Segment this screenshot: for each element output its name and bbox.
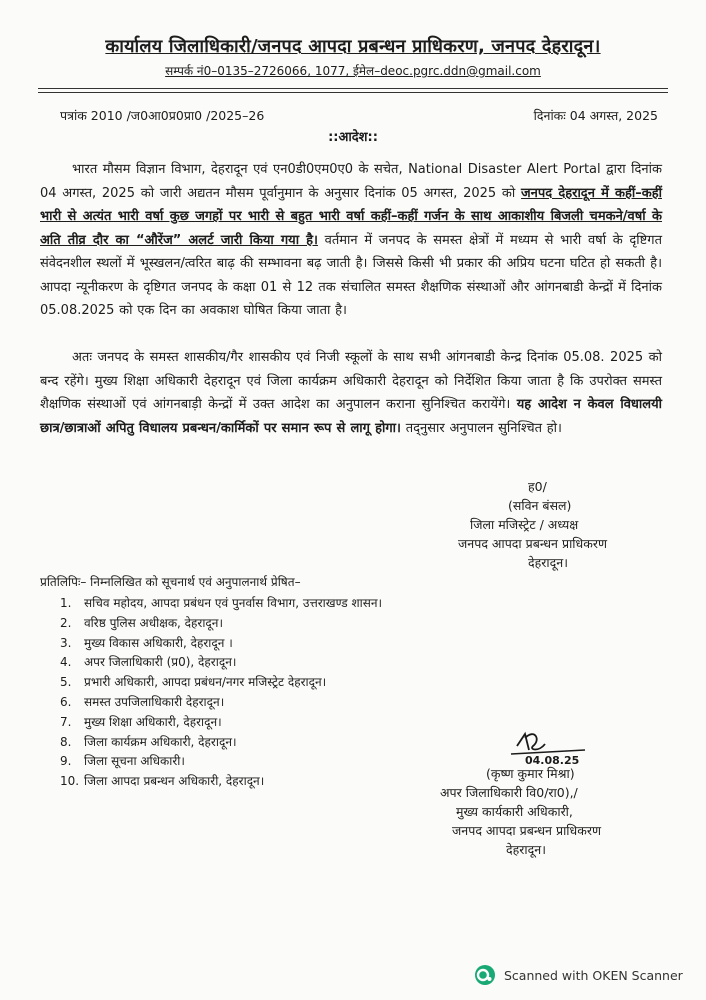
p1-text-a: भारत मौसम विज्ञान विभाग, देहरादून एवं एन0डी0एम0ए0 के सचेत, National Disaster Alert Portal द्वारा दिनांक 04 अगस्त, 2025 को जारी अद्यतन मौसम पूर्वानुमान के अनुसार दिनांक 05 अगस्त, 2025 को: [40, 162, 662, 201]
copy-item-text: वरिष्ठ पुलिस अधीक्षक, देहरादून।: [84, 615, 224, 630]
office-title: कार्यालय जिलाधिकारी/जनपद आपदा प्रबन्धन प्राधिकरण, जनपद देहरादून।: [105, 36, 601, 57]
signatory-designation: जिला मजिस्ट्रेट / अध्यक्ष: [470, 517, 579, 532]
copy-list-item: [60, 772, 382, 792]
signatory-place: देहरादून।: [528, 555, 568, 570]
copy-item-text: प्रभारी अधिकारी, आपदा प्रबंधन/नगर मजिस्ट्रेट देहरादून।: [84, 675, 327, 690]
order-paragraph-2: [40, 346, 662, 440]
handwritten-signature-icon: [505, 728, 595, 768]
copy-list-item: [60, 752, 382, 772]
signatory-2-authority: जनपद आपदा प्रबन्धन प्राधिकरण: [452, 823, 601, 838]
copy-item-text: जिला आपदा प्रबन्धन अधिकारी, देहरादून।: [84, 774, 265, 789]
p2-highlight: यह आदेश न केवल विधालयी छात्र/छात्राओं अपितु विधालय प्रबन्धन/कार्मिकों पर समान रूप से लागू होगा।: [40, 397, 663, 436]
copy-to-list: [60, 594, 382, 792]
copy-item-text: मुख्य शिक्षा अधिकारी, देहरादून।: [84, 714, 222, 729]
copy-item-number: 2.: [60, 615, 72, 630]
copy-to-label: प्रतिलिपिः– निम्नलिखित को सूचनार्थ एवं अनुपालनार्थ प्रेषित–: [40, 575, 301, 589]
copy-list-item: [60, 713, 382, 733]
copy-list-item: [60, 594, 382, 614]
copy-item-number: 10.: [60, 774, 80, 789]
signatory-2-role: मुख्य कार्यकारी अधिकारी,: [456, 804, 573, 819]
copy-list-item: [60, 693, 382, 713]
copy-item-text: समस्त उपजिलाधिकारी देहरादून।: [84, 694, 225, 709]
signatory-2-place: देहरादून।: [506, 842, 546, 857]
copy-item-number: 1.: [60, 596, 72, 610]
copy-list-item: [60, 673, 382, 693]
copy-item-text: जिला सूचना अधिकारी।: [84, 754, 185, 769]
handwritten-date: 04.08.25: [525, 754, 580, 767]
copy-item-number: 8.: [60, 734, 72, 749]
copy-item-text: अपर जिलाधिकारी (प्र0), देहरादून।: [84, 655, 237, 670]
document-date: दिनांकः 04 अगस्त, 2025: [533, 108, 658, 123]
signed-mark: ह0/: [528, 479, 547, 494]
order-heading: ::आदेश::: [328, 130, 378, 145]
p2-text-a: अतः जनपद के समस्त शासकीय/गैर शासकीय एवं निजी स्कूलों के साथ सभी आंगनबाडी केन्द्र दिनांक 05.08. 2025 को बन्द रहेंगे। मुख्य शिक्षा अधिकारी देहरादून एवं जिला कार्यक्रम अधिकारी देहरादून को निर्देशित किया जाता है कि उपरोक्त समस्त शैक्षणिक संस्थाओं एवं आंगनबाड़ी केन्द्रों में उक्त आदेश का अनुपालन कराना सुनिश्चित करायेंगे।: [40, 350, 662, 412]
scanner-text: Scanned with OKEN Scanner: [504, 967, 683, 983]
contact-line: सम्पर्क नं0–0135–2726066, 1077, ईमेल–deoc.pgrc.ddn@gmail.com: [165, 64, 541, 78]
copy-list-item: [60, 733, 382, 753]
scanner-logo-icon: [474, 964, 496, 986]
copy-item-number: 9.: [60, 754, 72, 769]
copy-item-text: मुख्य विकास अधिकारी, देहरादून ।: [84, 635, 233, 650]
copy-item-number: 5.: [60, 675, 72, 690]
signatory-name: (सविन बंसल): [508, 498, 572, 513]
p2-text-c: तद्नुसार अनुपालन सुनिश्चित हो।: [400, 420, 562, 436]
copy-list-item: [60, 614, 382, 634]
copy-item-number: 7.: [60, 714, 72, 729]
copy-list-item: [60, 634, 382, 654]
copy-item-text: जिला कार्यक्रम अधिकारी, देहरादून।: [84, 734, 237, 749]
signatory-2-designation: अपर जिलाधिकारी वि0/रा0),/: [440, 785, 578, 800]
p1-text-c: वर्तमान में जनपद के समस्त क्षेत्रों में मध्यम से भारी वर्षा के दृष्टिगत संवेदनशील स्थलों में भूस्खलन/त्वरित बाढ़ की सम्भावना बढ़ जाती है। जिससे किसी भी प्रकार की अप्रिय घटना घटित हो सकती है। आपदा न्यूनीकरण के दृष्टिगत जनपद के कक्षा 01 से 12 तक संचालित समस्त शैक्षणिक संस्थाओं और आंगनबाडी केन्द्रों में दिनांक 05.08.2025 को एक दिन का अवकाश घोषित किया जाता है।: [40, 232, 662, 318]
copy-item-number: 6.: [60, 694, 72, 709]
header-rule-second: [38, 92, 668, 93]
p1-highlight: जनपद देहरादून में कहीं–कहीं भारी से अत्यंत भारी वर्षा कुछ जगहों पर भारी से बहुत भारी वर्षा कहीं–कहीं गर्जन के साथ आकाशीय बिजली चमकने/वर्षा के अति तीव्र दौर का “औरेंज” अलर्ट जारी किया गया है।: [40, 185, 662, 248]
copy-item-number: 4.: [60, 655, 72, 670]
reference-number: पत्रांक 2010 /ज0आ0प्र0प्रा0 /2025–26: [60, 108, 265, 123]
order-paragraph-1: [40, 158, 662, 323]
scanner-watermark: [474, 964, 683, 986]
signatory-authority: जनपद आपदा प्रबन्धन प्राधिकरण: [458, 536, 607, 551]
copy-item-text: सचिव महोदय, आपदा प्रबंधन एवं पुनर्वास विभाग, उत्तराखण्ड शासन।: [84, 596, 383, 610]
signatory-2-name: (कृष्ण कुमार मिश्रा): [486, 766, 575, 781]
header-rule: [38, 88, 668, 89]
copy-list-item: [60, 653, 382, 673]
copy-item-number: 3.: [60, 635, 72, 650]
